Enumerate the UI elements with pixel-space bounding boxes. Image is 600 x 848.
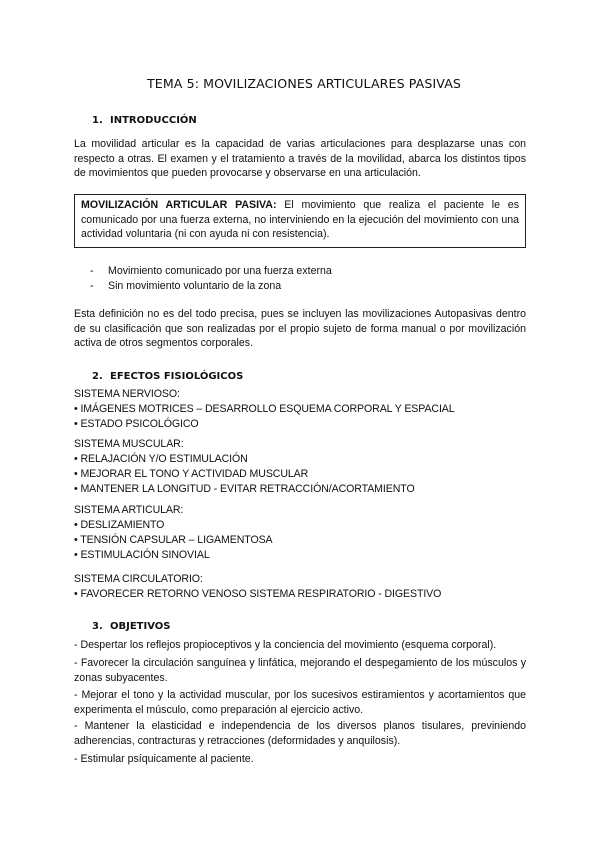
group-sistema-circulatorio — [74, 572, 526, 602]
objective-item: - Estimular psíquicamente al paciente. — [74, 753, 254, 765]
section-title: OBJETIVOS — [110, 621, 171, 632]
section-title: EFECTOS FISIOLÓGICOS — [110, 371, 244, 382]
section-heading-objetivos — [92, 620, 170, 635]
list-item: • DESLIZAMIENTO — [74, 519, 165, 531]
group-sistema-articular — [74, 503, 526, 563]
list-item: • RELAJACIÓN Y/O ESTIMULACIÓN — [74, 453, 248, 465]
objective-item: - Mantener la elasticidad e independencia de los diversos planos tisulares, previniendo adherencias, contracturas y retracciones (deformidades y anquilosis). — [74, 720, 526, 747]
group-sistema-nervioso — [74, 387, 526, 432]
group-sistema-muscular — [74, 437, 526, 497]
definition-term: MOVILIZACIÓN ARTICULAR PASIVA: — [81, 199, 277, 211]
list-item: • MEJORAR EL TONO Y ACTIVIDAD MUSCULAR — [74, 468, 309, 480]
list-item: - Sin movimiento voluntario de la zona — [90, 279, 332, 294]
group-name: SISTEMA CIRCULATORIO: — [74, 573, 203, 585]
section-number: 2. — [92, 371, 103, 382]
intro-paragraph-2: Esta definición no es del todo precisa, pues se incluyen las movilizaciones Autopasivas dentro de su clasificación que son realizadas por el propio sujeto de forma manual o por movilización activa de otros segmentos corporales. — [74, 308, 526, 350]
definition-bullets — [90, 264, 332, 293]
list-item: • ESTADO PSICOLÓGICO — [74, 418, 199, 430]
objective-item: - Mejorar el tono y la actividad muscular, por los sucesivos estiramientos y acortamientos que experimenta el músculo, como preparación al ejercicio activo. — [74, 689, 526, 716]
list-item: • MANTENER LA LONGITUD - EVITAR RETRACCIÓN/ACORTAMIENTO — [74, 483, 415, 495]
definition-text: El movimiento que realiza el paciente le es comunicado por una fuerza externa, no interviniendo en la ejecución del movimiento con una actividad voluntaria (ni con ayuda ni con resistencia). — [81, 199, 519, 241]
section-heading-efectos — [92, 370, 243, 385]
list-item: • FAVORECER RETORNO VENOSO SISTEMA RESPIRATORIO - DIGESTIVO — [74, 588, 442, 600]
section-number: 3. — [92, 621, 103, 632]
objective-item: - Despertar los reflejos propioceptivos y la conciencia del movimiento (esquema corporal). — [74, 639, 497, 651]
section-heading-introduccion — [92, 114, 197, 129]
group-name: SISTEMA ARTICULAR: — [74, 504, 184, 516]
definition-box — [74, 194, 526, 248]
group-name: SISTEMA MUSCULAR: — [74, 438, 184, 450]
section-title: INTRODUCCIÓN — [110, 115, 197, 126]
intro-paragraph: La movilidad articular es la capacidad de varias articulaciones para desplazarse unas con respecto a otras. El examen y el tratamiento a través de la movilidad, abarca los distintos tipos de movimientos que pueden provocarse y observarse en una articulación. — [74, 138, 526, 180]
group-name: SISTEMA NERVIOSO: — [74, 388, 180, 400]
list-item: - Movimiento comunicado por una fuerza externa — [90, 264, 332, 279]
document-title: TEMA 5: MOVILIZACIONES ARTICULARES PASIVAS — [146, 76, 462, 91]
section-number: 1. — [92, 115, 103, 126]
list-item: • TENSIÓN CAPSULAR – LIGAMENTOSA — [74, 534, 273, 546]
objective-item: - Favorecer la circulación sanguínea y linfática, mejorando el despegamiento de los músculos y zonas subyacentes. — [74, 657, 526, 684]
list-item: • ESTIMULACIÓN SINOVIAL — [74, 549, 210, 561]
list-item: • IMÁGENES MOTRICES – DESARROLLO ESQUEMA CORPORAL Y ESPACIAL — [74, 403, 455, 415]
